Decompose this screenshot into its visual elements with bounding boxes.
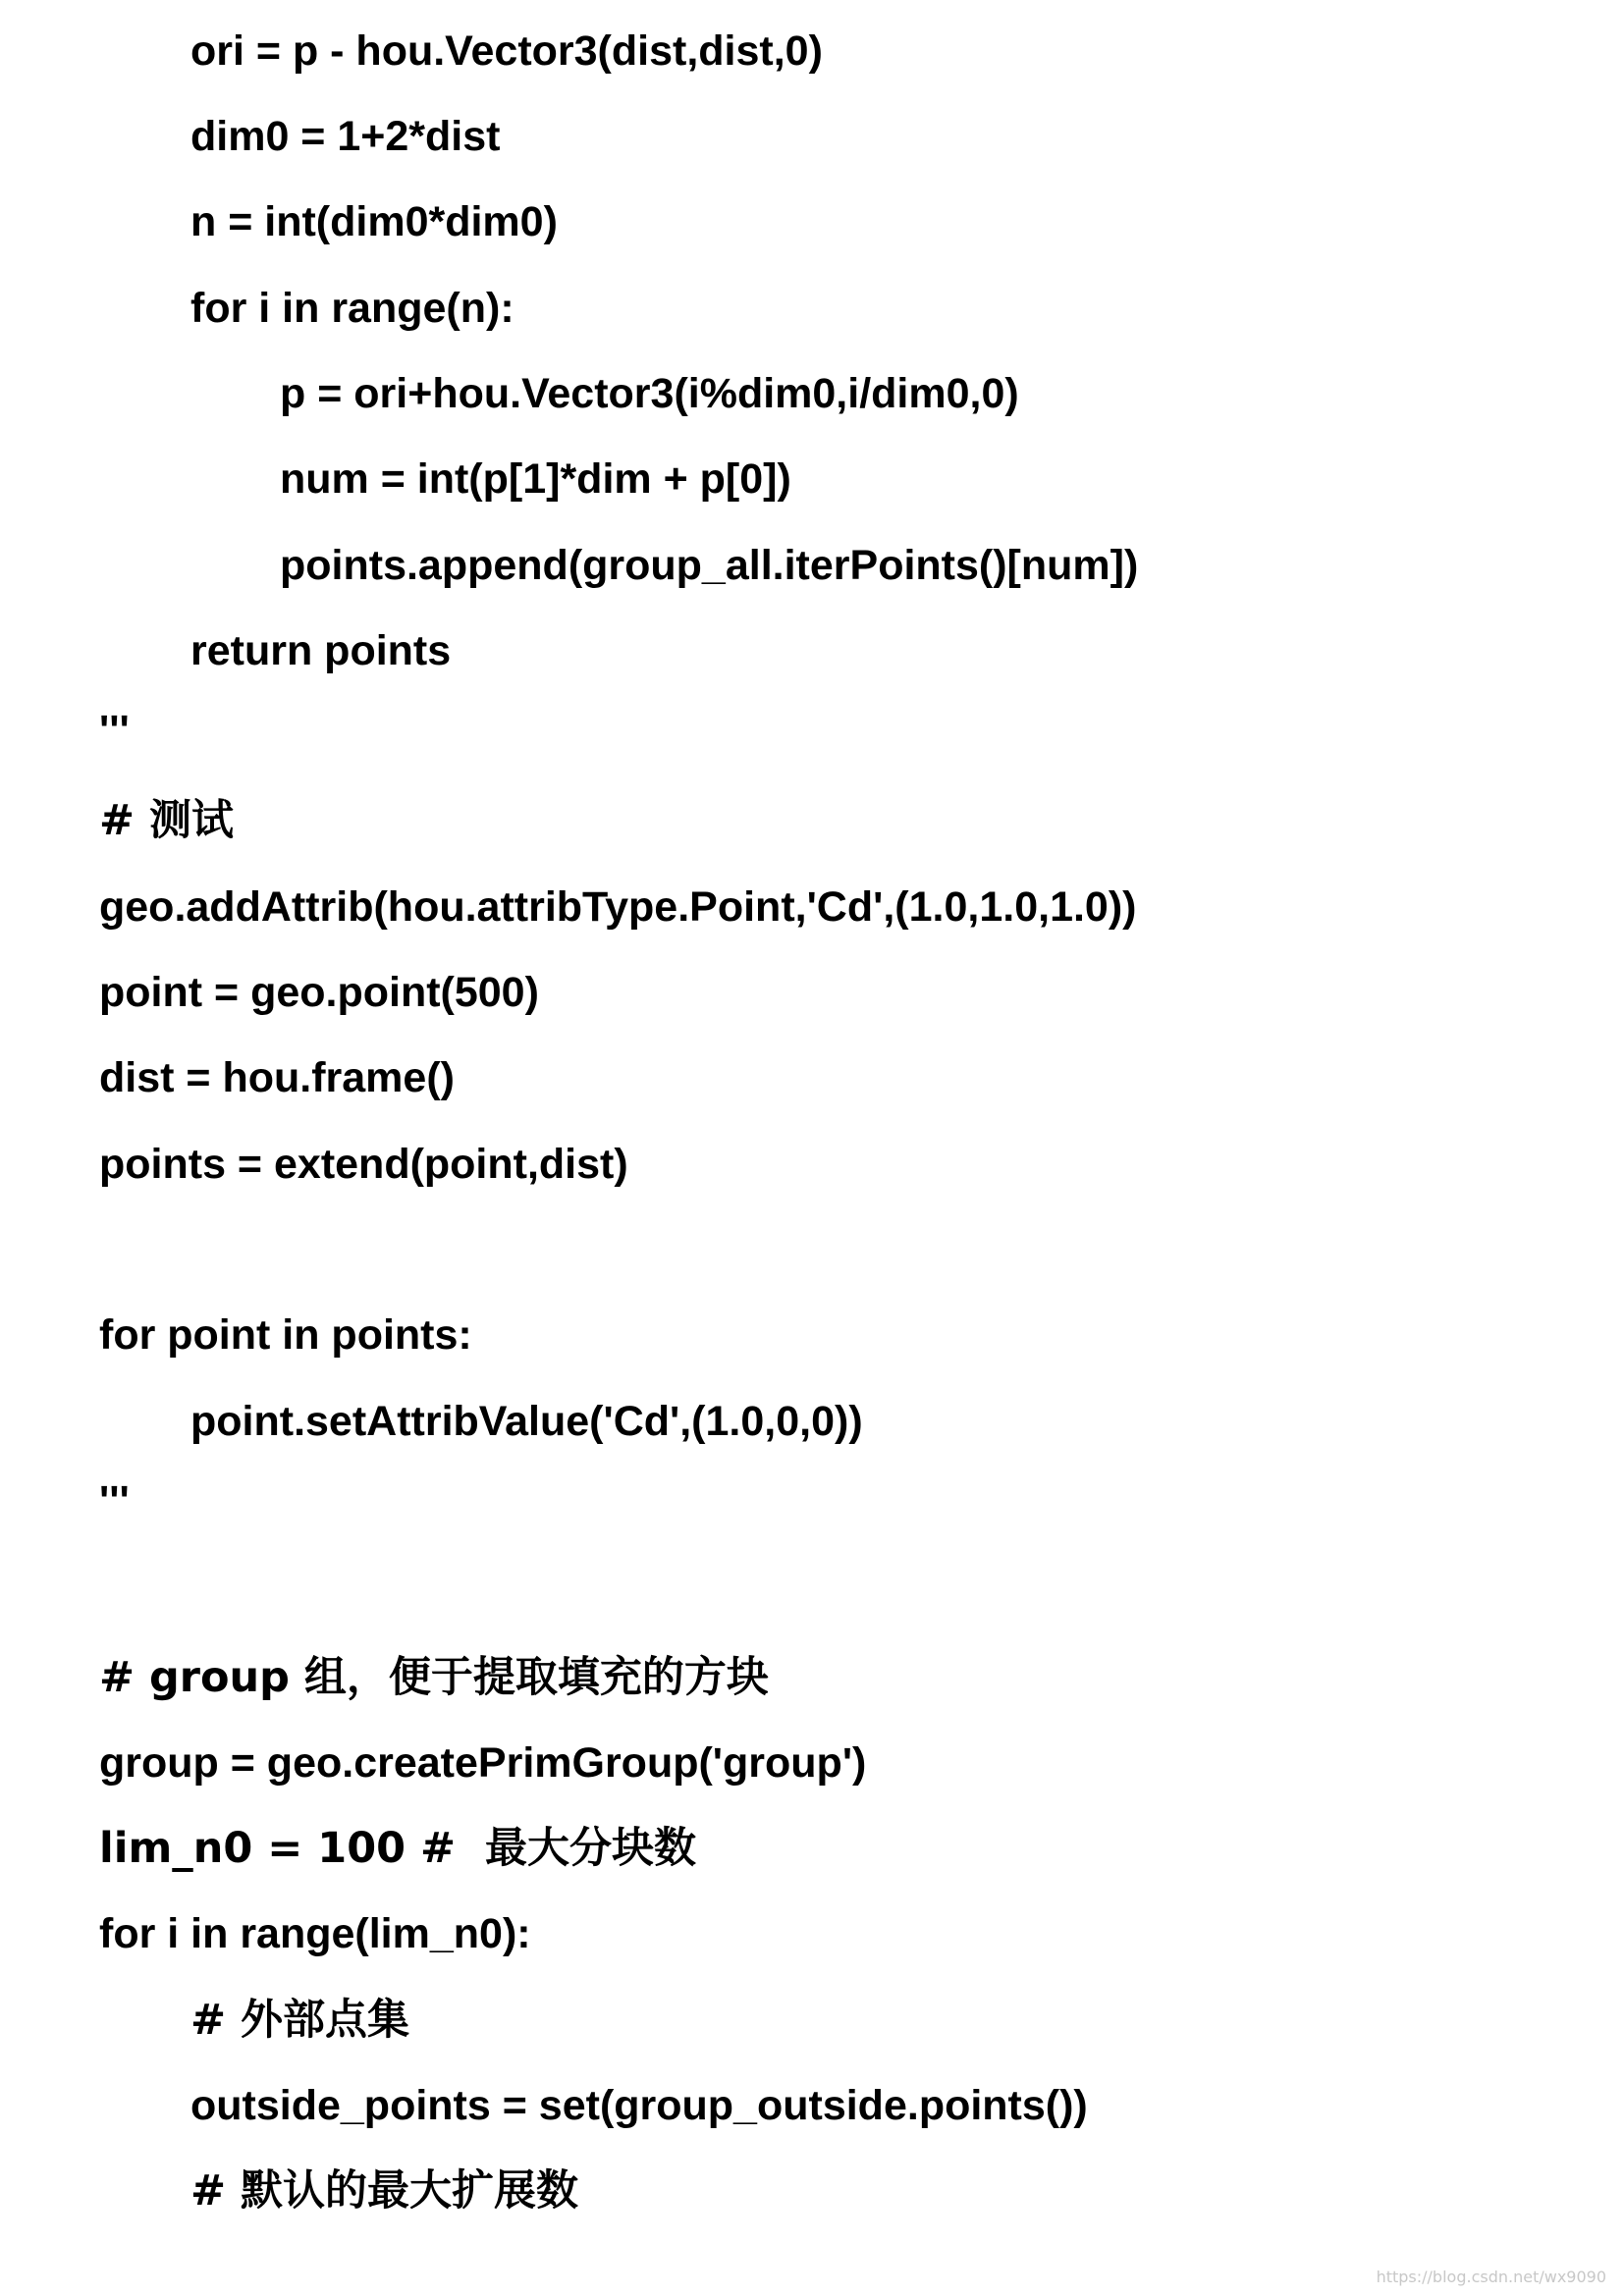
code-line-4: for i in range(n): (190, 285, 514, 332)
code-line-12: point = geo.point(500) (99, 969, 539, 1016)
code-line-11: geo.addAttrib(hou.attribType.Point,'Cd',(1.0,1.0,1.0)) (99, 883, 1137, 931)
code-line-6: num = int(p[1]*dim + p[0]) (280, 455, 791, 503)
code-line-10: # 测试 (99, 796, 234, 845)
code-line-15: for point in points: (99, 1311, 472, 1359)
code-line-7: points.append(group_all.iterPoints()[num]) (280, 542, 1139, 589)
watermark: https://blog.csdn.net/wx9090 (1376, 2268, 1606, 2286)
code-line-23: outside_points = set(group_outside.points()) (190, 2082, 1088, 2129)
code-line-21: for i in range(lim_n0): (99, 1910, 531, 1957)
code-line-1: ori = p - hou.Vector3(dist,dist,0) (190, 27, 823, 75)
code-line-20: lim_n0 = 100 # 最大分块数 (99, 1824, 696, 1873)
code-line-14: points = extend(point,dist) (99, 1141, 628, 1188)
code-line-13: dist = hou.frame() (99, 1054, 455, 1101)
code-line-8: return points (190, 627, 452, 674)
code-line-19: group = geo.createPrimGroup('group') (99, 1739, 867, 1787)
code-line-17: ''' (99, 1477, 130, 1524)
code-line-16: point.setAttribValue('Cd',(1.0,0,0)) (190, 1398, 863, 1445)
code-line-5: p = ori+hou.Vector3(i%dim0,i/dim0,0) (280, 370, 1019, 417)
code-line-9: ''' (99, 707, 130, 754)
code-line-3: n = int(dim0*dim0) (190, 198, 558, 245)
code-line-2: dim0 = 1+2*dist (190, 113, 501, 160)
code-line-24: # 默认的最大扩展数 (190, 2166, 578, 2216)
code-line-18: # group 组，便于提取填充的方块 (99, 1653, 769, 1702)
code-line-22: # 外部点集 (190, 1996, 409, 2045)
